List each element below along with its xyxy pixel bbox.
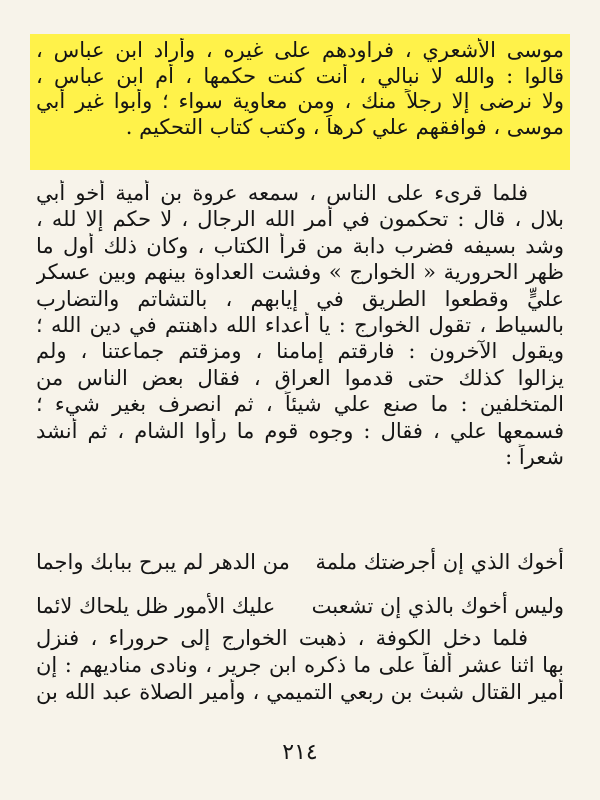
text-line: فلما قرىء على الناس ، سمعه عروة بن أمية أخو أبي: [36, 181, 528, 205]
text-line: أمير القتال شبث بن ربعي التميمي ، وأمير الصلاة عبد الله بن: [36, 680, 564, 704]
poem: [36, 540, 564, 628]
text-line: وشد بسيفه فضرب دابة من قرأ الكتاب ، وكان ذلك أول ما: [36, 233, 564, 258]
verse-second-half: من الدهر لم يبرح ببابك واجما: [36, 550, 290, 574]
text-line: المتخلفين : ما صنع علي شيئاً ، ثم انصرف بغير شيء ؛: [36, 392, 564, 417]
text-line: قالوا : والله لا نبالي ، أنت كنت حكمها ، أم ابن عباس ،: [36, 63, 564, 88]
text-line: شعراً :: [505, 444, 564, 469]
text-line: ويقول الآخرون : فارقتم إمامنا ، ومزقتم جماعتنا ، ولم: [36, 339, 564, 364]
text-line: ولا نرضى إلا رجلاً منك ، ومن معاوية سواء ؛ وأبوا غير أبي: [36, 89, 564, 113]
verse-first-half: وليس أخوك بالذي إن تشعبت: [311, 594, 564, 618]
text-line: بالسياط ، تقول الخوارج : يا أعداء الله داهنتم في دين الله ؛: [36, 312, 564, 337]
page-number: ٢١٤: [282, 740, 318, 765]
text-segment: موسى ،: [486, 114, 564, 139]
text-line: بها اثنا عشر ألفاً على ما ذكره ابن جرير ، ونادى مناديهم : إن: [36, 653, 564, 677]
text-line: بلال ، قال : تحكمون في أمر الله الرجال ، لا حكم إلا لله ،: [36, 207, 564, 232]
verse: [36, 584, 564, 628]
verse-second-half: عليك الأمور ظل يلحاك لائما: [36, 594, 276, 618]
text-line: فلما دخل الكوفة ، ذهبت الخوارج إلى حروراء ، فنزل: [36, 626, 528, 650]
text-line: [36, 115, 564, 141]
underlined-phrase: فوافقهم علي كرهاً: [326, 115, 486, 141]
verse: [36, 540, 564, 584]
text-line: موسى الأشعري ، فراودهم على غيره ، وأراد ابن عباس ،: [36, 38, 564, 62]
text-segment: ، وكتب كتاب التحكيم .: [125, 114, 320, 139]
closing-paragraph: [36, 625, 564, 706]
text-line: فسمعها علي ، فقال : وجوه قوم ما رأوا الشام ، ثم أنشد: [36, 418, 564, 443]
verse-first-half: أخوك الذي إن أجرضتك ملمة: [315, 550, 564, 574]
text-line: ظهر الحرورية « الخوارج » وفشت العداوة بينهم وبين عسكر: [36, 260, 564, 285]
body-paragraph: [36, 180, 564, 470]
text-line: يزالوا كذلك حتى قدموا العراق ، فقال بعض الناس من: [36, 365, 564, 390]
text-line: عليٍّ وقطعوا الطريق في إيابهم ، بالتشاتم والتضارب: [36, 286, 564, 311]
highlighted-paragraph: [36, 38, 564, 140]
